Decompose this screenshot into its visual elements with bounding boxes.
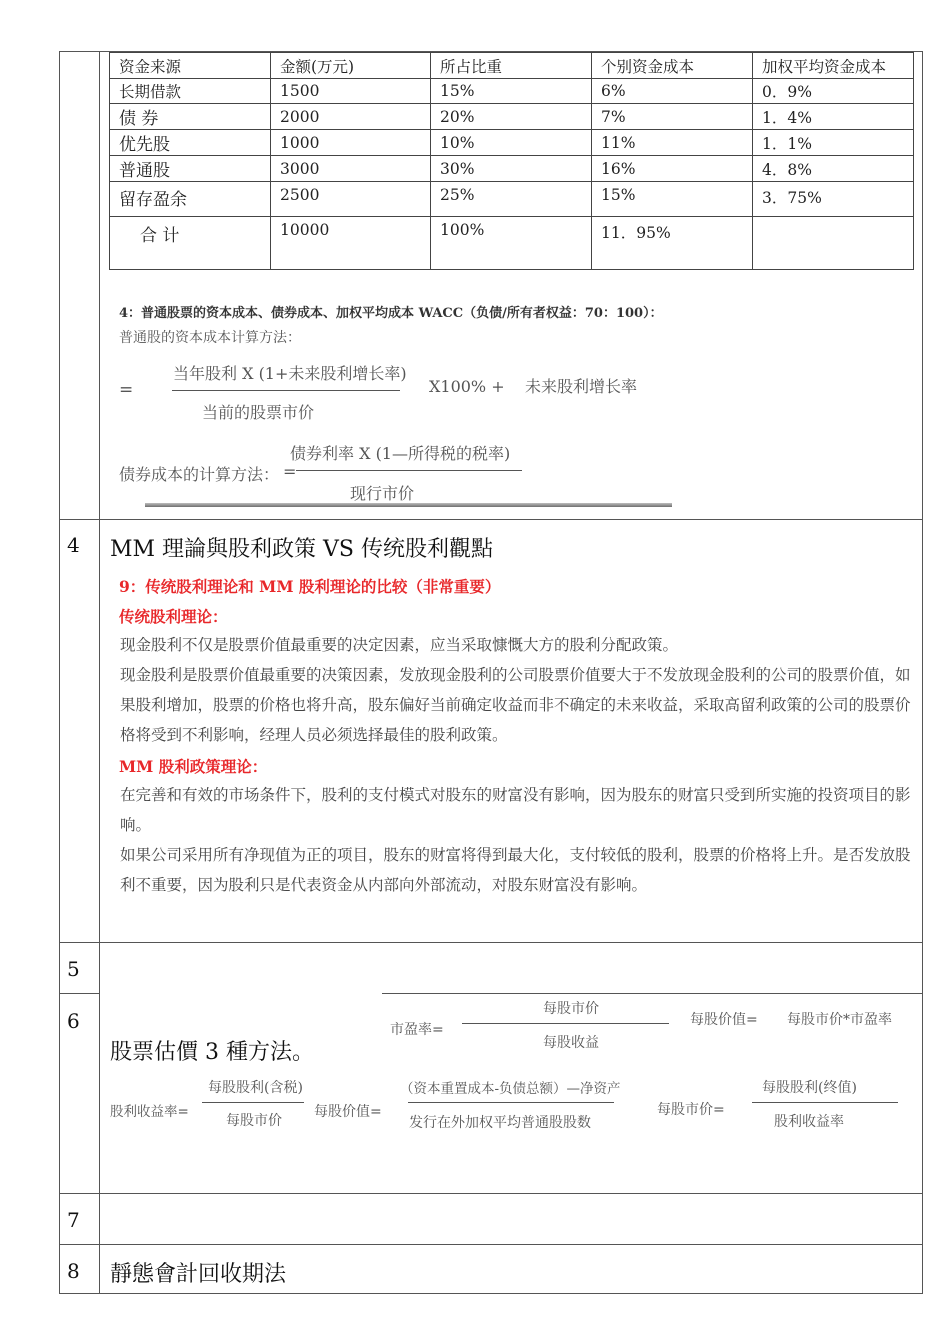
mm-heading: MM 股利政策理论： <box>119 757 268 776</box>
table-cell: 20% <box>431 104 592 130</box>
row-number: 8 <box>67 1259 80 1283</box>
image-bottom-edge <box>145 503 672 507</box>
number-column-divider <box>99 51 100 1294</box>
equity-numerator: 当年股利 X (1+未来股利增长率) <box>173 364 407 383</box>
asset-numerator: （资本重置成本-负债总额）—净资产 <box>400 1081 621 1097</box>
table-row <box>110 104 914 130</box>
table-cell: 1000 <box>271 130 431 156</box>
table-cell: 合 计 <box>110 217 271 270</box>
table-total-row <box>110 217 914 270</box>
table-cell: 10000 <box>271 217 431 270</box>
row-title: 股票估價 3 種方法。 <box>110 1040 314 1065</box>
row-number: 4 <box>67 533 80 557</box>
equity-fraction-bar <box>172 390 400 391</box>
row-divider-4 <box>59 519 923 520</box>
traditional-text <box>120 630 915 750</box>
table-row <box>110 130 914 156</box>
row-title: 靜態會計回收期法 <box>110 1262 287 1287</box>
price-label: 每股市价= <box>657 1102 725 1118</box>
bond-numerator: 债券利率 X (1—所得税的税率) <box>290 444 511 463</box>
table-cell: 长期借款 <box>110 79 271 104</box>
yield-label: 股利收益率= <box>110 1104 189 1120</box>
pe-label: 市盈率= <box>390 1022 444 1038</box>
pe-denominator: 每股收益 <box>543 1035 599 1051</box>
table-cell: 1．1% <box>753 130 914 156</box>
table-cell: 15% <box>592 182 753 217</box>
table-cell: 100% <box>431 217 592 270</box>
table-cell: 1．4% <box>753 104 914 130</box>
pe-numerator: 每股市价 <box>543 1001 599 1017</box>
bond-fraction-bar <box>296 470 522 471</box>
table-cell: 0．9% <box>753 79 914 104</box>
table-header-cell: 金额(万元) <box>271 53 431 79</box>
table-cell: 留存盈余 <box>110 182 271 217</box>
price-fraction-bar <box>752 1102 898 1103</box>
asset-value-label: 每股价值= <box>314 1104 382 1120</box>
table-cell: 15% <box>431 79 592 104</box>
table-row <box>110 182 914 217</box>
capital-cost-table <box>109 52 914 270</box>
equity-denominator: 当前的股票市价 <box>202 403 315 422</box>
table-cell: 2000 <box>271 104 431 130</box>
table-cell: 3000 <box>271 156 431 182</box>
value-label: 每股价值= <box>690 1012 758 1028</box>
mm-paragraph: 如果公司采用所有净现值为正的项目，股东的财富将得到最大化，支付较低的股利，股票的价格将上升。是否发放股利不重要，因为股利只是代表资金从内部向外部流动，对股东财富没有影响。 <box>120 846 911 894</box>
cost-heading: 4：普通股票的资本成本、债券成本、加权平均成本 WACC（负债/所有者权益：70：100）： <box>119 306 663 321</box>
table-cell: 4．8% <box>753 156 914 182</box>
pe-fraction-bar <box>462 1023 669 1024</box>
table-cell: 30% <box>431 156 592 182</box>
table-header-cell: 资金来源 <box>110 53 271 79</box>
equity-method-label: 普通股的资本成本计算方法： <box>119 330 301 346</box>
table-cell: 债 券 <box>110 104 271 130</box>
table-cell: 1500 <box>271 79 431 104</box>
traditional-paragraph: 现金股利是股票价值最重要的决策因素，发放现金股利的公司股票价值要大于不发放现金股利的公司的股票价值，如果股利增加，股票的价格也将升高，股东偏好当前确定收益而非不确定的未来收益，采取高留利政策的公司的股票价格将受到不利影响，经理人员必须选择最佳的股利政策。 <box>120 666 911 744</box>
row-number: 6 <box>67 1009 80 1033</box>
mm-paragraph: 在完善和有效的市场条件下，股利的支付模式对股东的财富没有影响，因为股东的财富只受到所实施的投资项目的影响。 <box>120 786 911 834</box>
table-cell: 11．95% <box>592 217 753 270</box>
bond-denominator: 现行市价 <box>350 484 415 503</box>
yield-denominator: 每股市价 <box>226 1113 282 1129</box>
row-divider-8 <box>59 1244 923 1245</box>
yield-fraction-bar <box>202 1102 304 1103</box>
table-cell: 优先股 <box>110 130 271 156</box>
table-header-cell: 个别资金成本 <box>592 53 753 79</box>
row-number: 5 <box>67 957 80 981</box>
asset-fraction-bar <box>408 1102 614 1103</box>
mm-text <box>120 780 915 900</box>
table-cell: 普通股 <box>110 156 271 182</box>
table-header-cell: 加权平均资金成本 <box>753 53 914 79</box>
yield-numerator: 每股股利(含税) <box>208 1080 303 1096</box>
value-formula: 每股市价*市盈率 <box>787 1012 892 1028</box>
table-header-row <box>110 53 914 79</box>
image-overlap-cover <box>100 992 382 994</box>
table-cell: 11% <box>592 130 753 156</box>
table-header-cell: 所占比重 <box>431 53 592 79</box>
row-divider-5 <box>59 942 923 943</box>
bond-method-label: 债券成本的计算方法： <box>119 465 280 484</box>
table-cell: 2500 <box>271 182 431 217</box>
price-denominator: 股利收益率 <box>774 1114 844 1130</box>
equity-suffix: X100% + 未来股利增长率 <box>429 377 637 396</box>
bond-equals: = <box>283 462 297 481</box>
table-cell: 6% <box>592 79 753 104</box>
price-numerator: 每股股利(终值) <box>762 1080 857 1096</box>
table-cell: 25% <box>431 182 592 217</box>
asset-denominator: 发行在外加权平均普通股股数 <box>409 1115 591 1131</box>
row-number: 7 <box>67 1208 80 1232</box>
table-cell: 3．75% <box>753 182 914 217</box>
equity-equals: = <box>119 380 134 400</box>
table-row <box>110 79 914 104</box>
traditional-heading: 传统股利理论： <box>119 607 228 626</box>
table-cell: 7% <box>592 104 753 130</box>
dividend-heading: 9：传统股利理论和 MM 股利理论的比较（非常重要） <box>119 577 501 596</box>
table-row <box>110 156 914 182</box>
table-cell <box>753 217 914 270</box>
table-cell: 16% <box>592 156 753 182</box>
traditional-paragraph: 现金股利不仅是股票价值最重要的决定因素，应当采取慷慨大方的股利分配政策。 <box>120 636 679 654</box>
row-title: MM 理論與股利政策 VS 传统股利觀點 <box>110 537 493 562</box>
row-divider-7 <box>59 1193 923 1194</box>
table-cell: 10% <box>431 130 592 156</box>
